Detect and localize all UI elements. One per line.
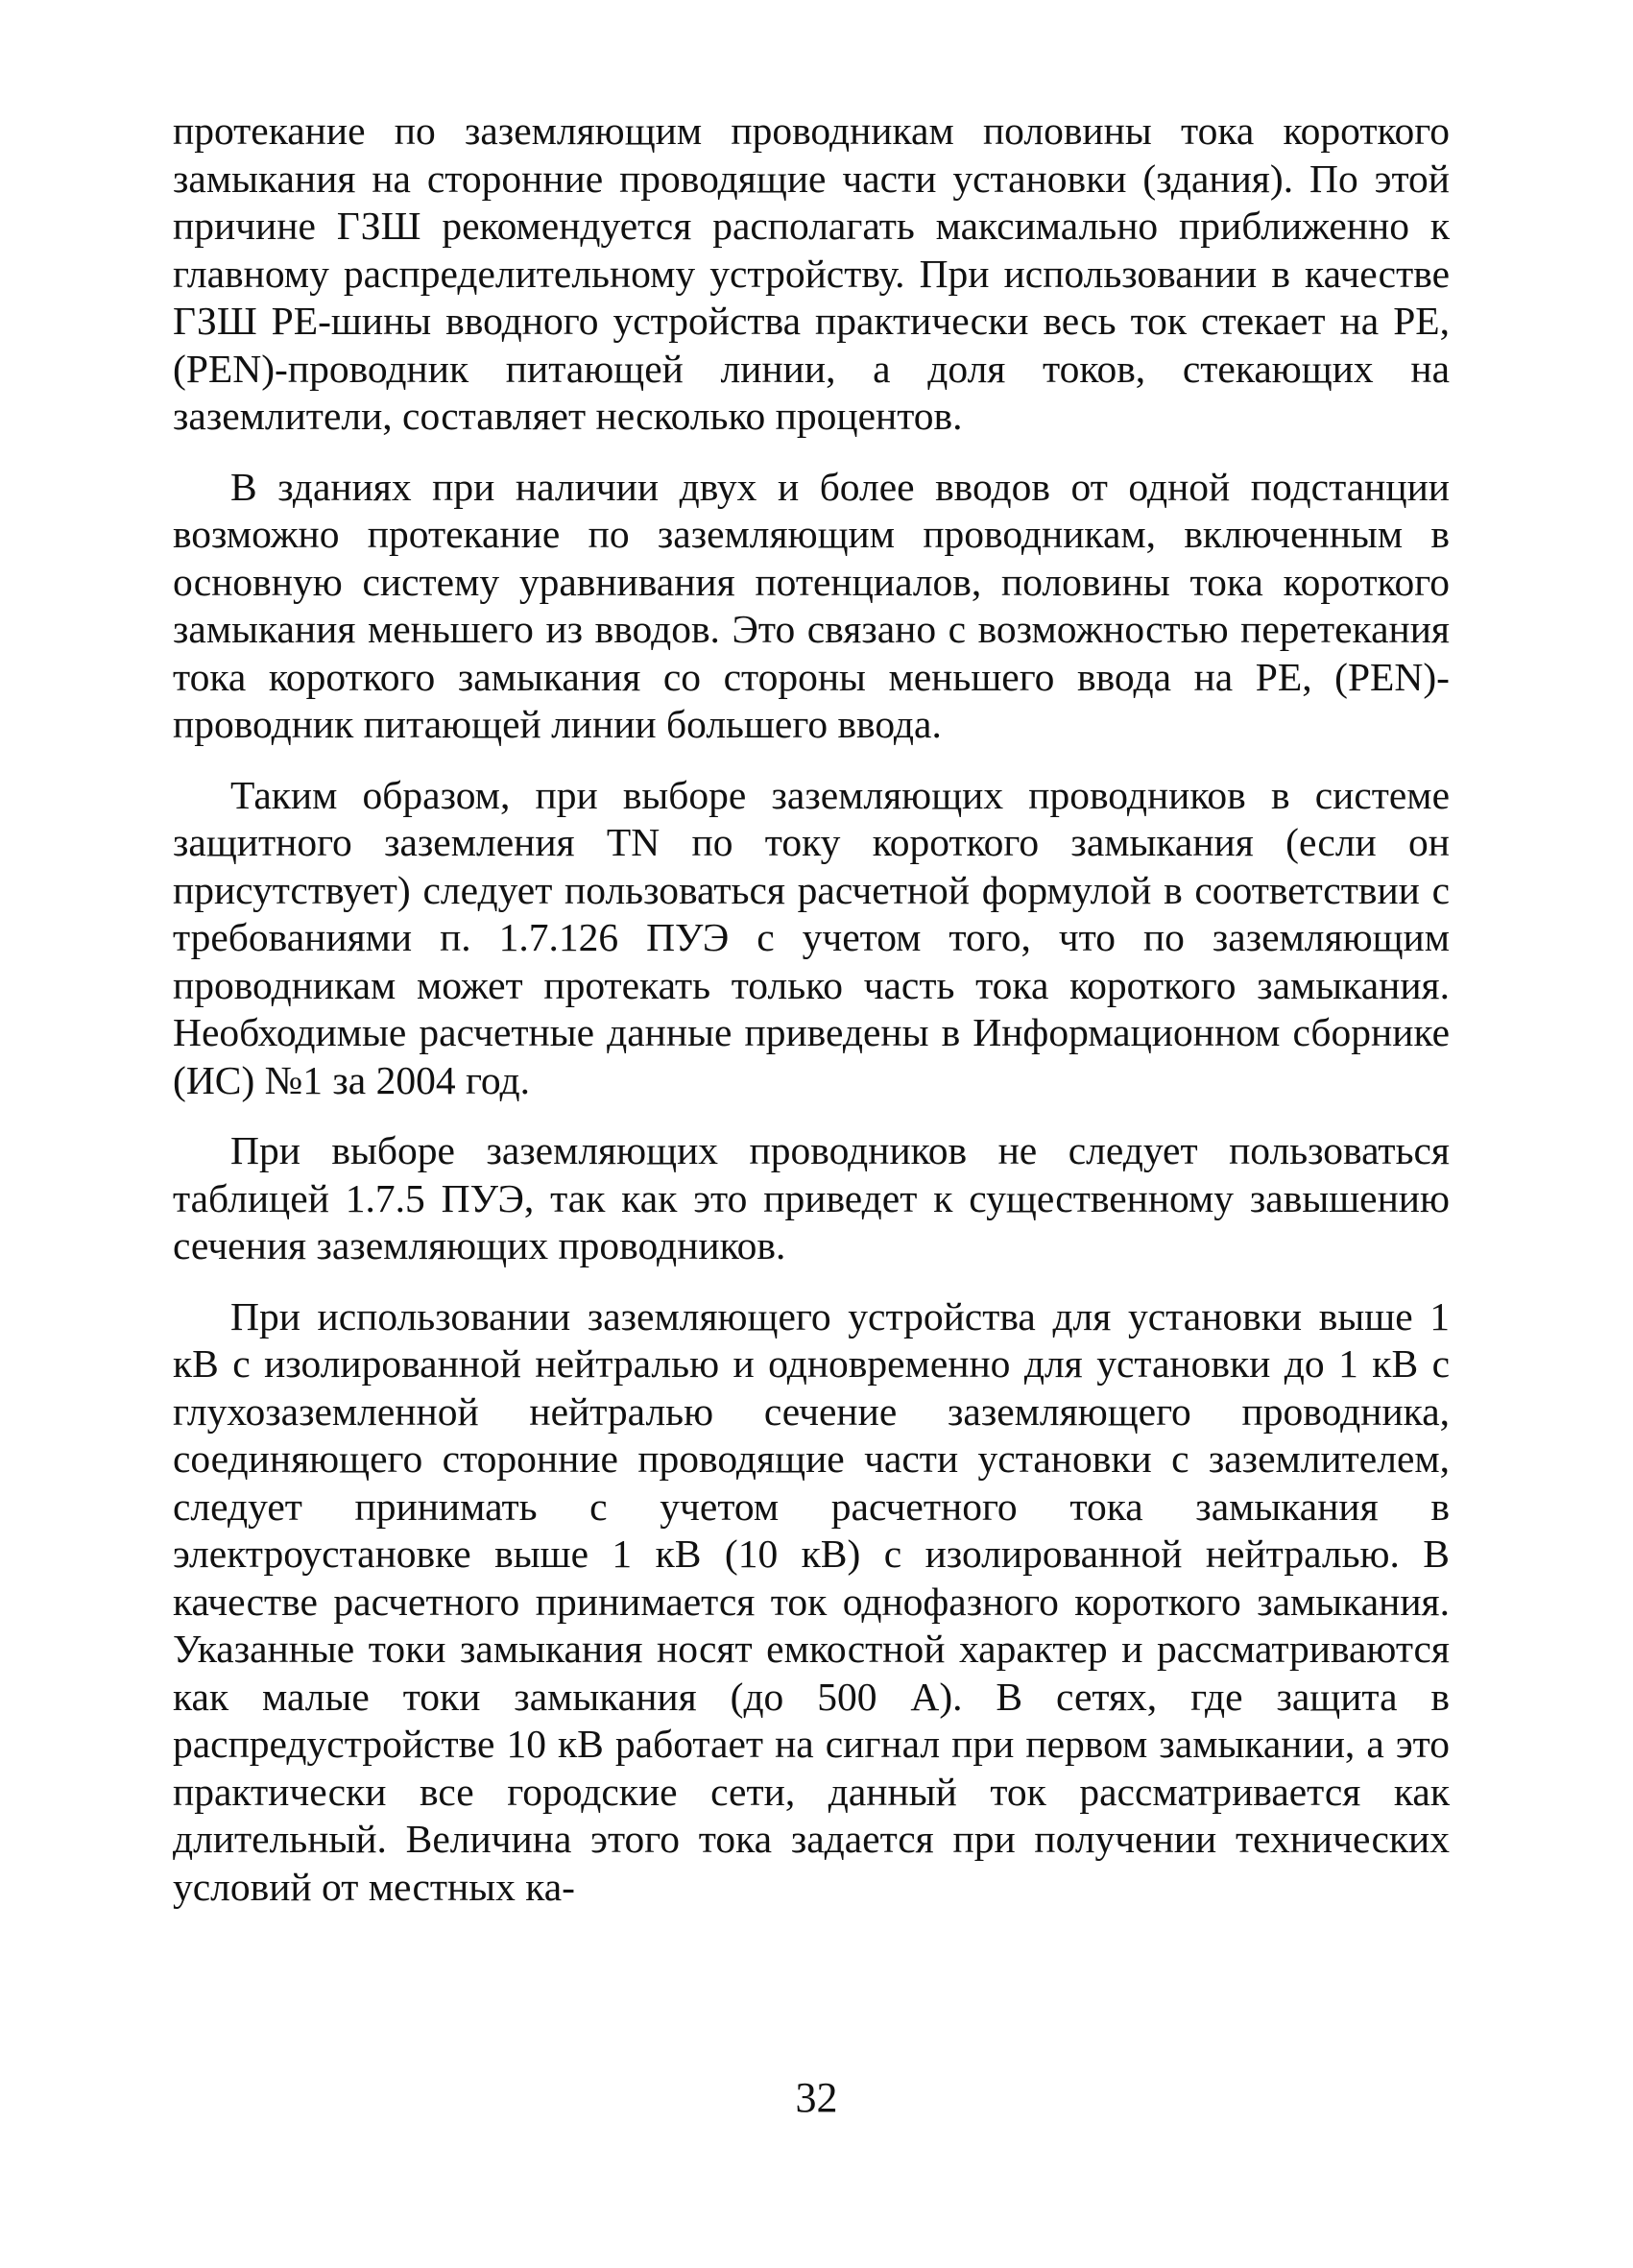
paragraph-5: При использовании заземляющего устройства для установки выше 1 кВ с изолированной нейтралью и одновременно для установки до 1 кВ с глухозаземленной нейтралью сечение заземляющего проводника, соединяющего сторонние проводящие части установки с заземлителем, следует принимать с учетом расчетного тока замыкания в электроустановке выше 1 кВ (10 кВ) с изолированной нейтралью. В качестве расчетного принимается ток однофазного короткого замыкания. Указанные токи замыкания носят емкостной характер и рассматриваются как малые токи замыкания (до 500 А). В сетях, где защита в распредустройстве 10 кВ работает на сигнал при первом замыкании, а это практически все городские сети, данный ток рассматривается как длительный. Величина этого тока задается при получении технических условий от местных ка- — [173, 1293, 1450, 1909]
paragraph-4: При выборе заземляющих проводников не следует пользоваться таблицей 1.7.5 ПУЭ, так как это приведет к существенному завышению сечения заземляющих проводников. — [173, 1128, 1450, 1267]
body-text — [173, 108, 1450, 1934]
paragraph-3: Таким образом, при выборе заземляющих проводников в системе защитного заземления TN по току короткого замыкания (если он присутствует) следует пользоваться расчетной формулой в соответствии с требованиями п. 1.7.126 ПУЭ с учетом того, что по заземляющим проводникам может протекать только часть тока короткого замыкания. Необходимые расчетные данные приведены в Информационном сборнике (ИС) №1 за 2004 год. — [173, 772, 1450, 1102]
paragraph-2: В зданиях при наличии двух и более вводов от одной подстанции возможно протекание по заземляющим проводникам, включенным в основную систему уравнивания потенциалов, половины тока короткого замыкания меньшего из вводов. Это связано с возможностью перетекания тока короткого замыкания со стороны меньшего ввода на PE, (PEN)-проводник питающей линии большего ввода. — [173, 464, 1450, 746]
paragraph-1: протекание по заземляющим проводникам половины тока короткого замыкания на сторонние проводящие части установки (здания). По этой причине ГЗШ рекомендуется располагать максимально приближенно к главному распределительному устройству. При использовании в качестве ГЗШ PE-шины вводного устройства практически весь ток стекает на PE, (PEN)-проводник питающей линии, а доля токов, стекающих на заземлители, составляет несколько процентов. — [173, 109, 1450, 438]
page-number: 32 — [795, 2074, 838, 2121]
